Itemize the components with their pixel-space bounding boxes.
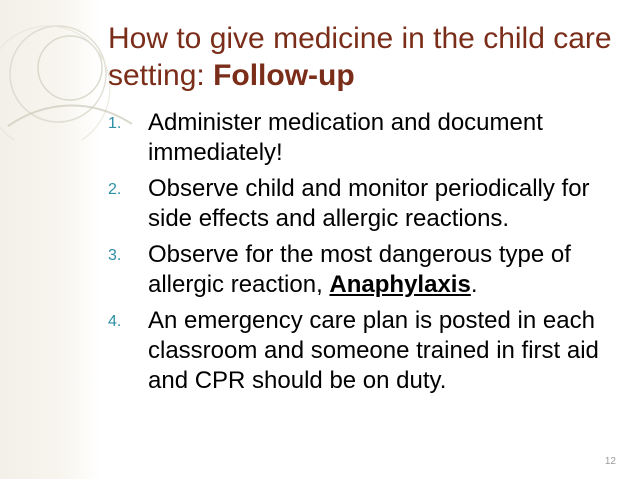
step-3-text-after: . xyxy=(470,271,478,298)
step-1 xyxy=(108,108,628,168)
step-1-text: Administer medication and document immediately! xyxy=(148,109,543,166)
page-number: 12 xyxy=(604,456,616,467)
step-2-text: Observe child and monitor periodically for side effects and allergic reactions. xyxy=(148,175,590,232)
step-1-number: 1. xyxy=(108,115,122,132)
step-2 xyxy=(108,174,628,234)
step-4-text: An emergency care plan is posted in each classroom and someone trained in first aid and CPR should be on duty. xyxy=(148,307,599,394)
anaphylaxis-emphasis: Anaphylaxis xyxy=(329,271,471,298)
step-3 xyxy=(108,240,628,300)
slide-title-text: How to give medicine in the child care setting: xyxy=(108,22,612,92)
step-3-text xyxy=(148,240,628,300)
slide-title-emphasis: Follow-up xyxy=(213,59,355,92)
slide-title xyxy=(108,20,628,94)
step-4 xyxy=(108,306,628,396)
step-3-number: 3. xyxy=(108,247,122,264)
steps-list xyxy=(108,108,628,402)
step-4-number: 4. xyxy=(108,313,122,330)
step-2-number: 2. xyxy=(108,181,122,198)
step-3-text-before: Observe for the most dangerous type of allergic reaction, xyxy=(148,241,571,298)
